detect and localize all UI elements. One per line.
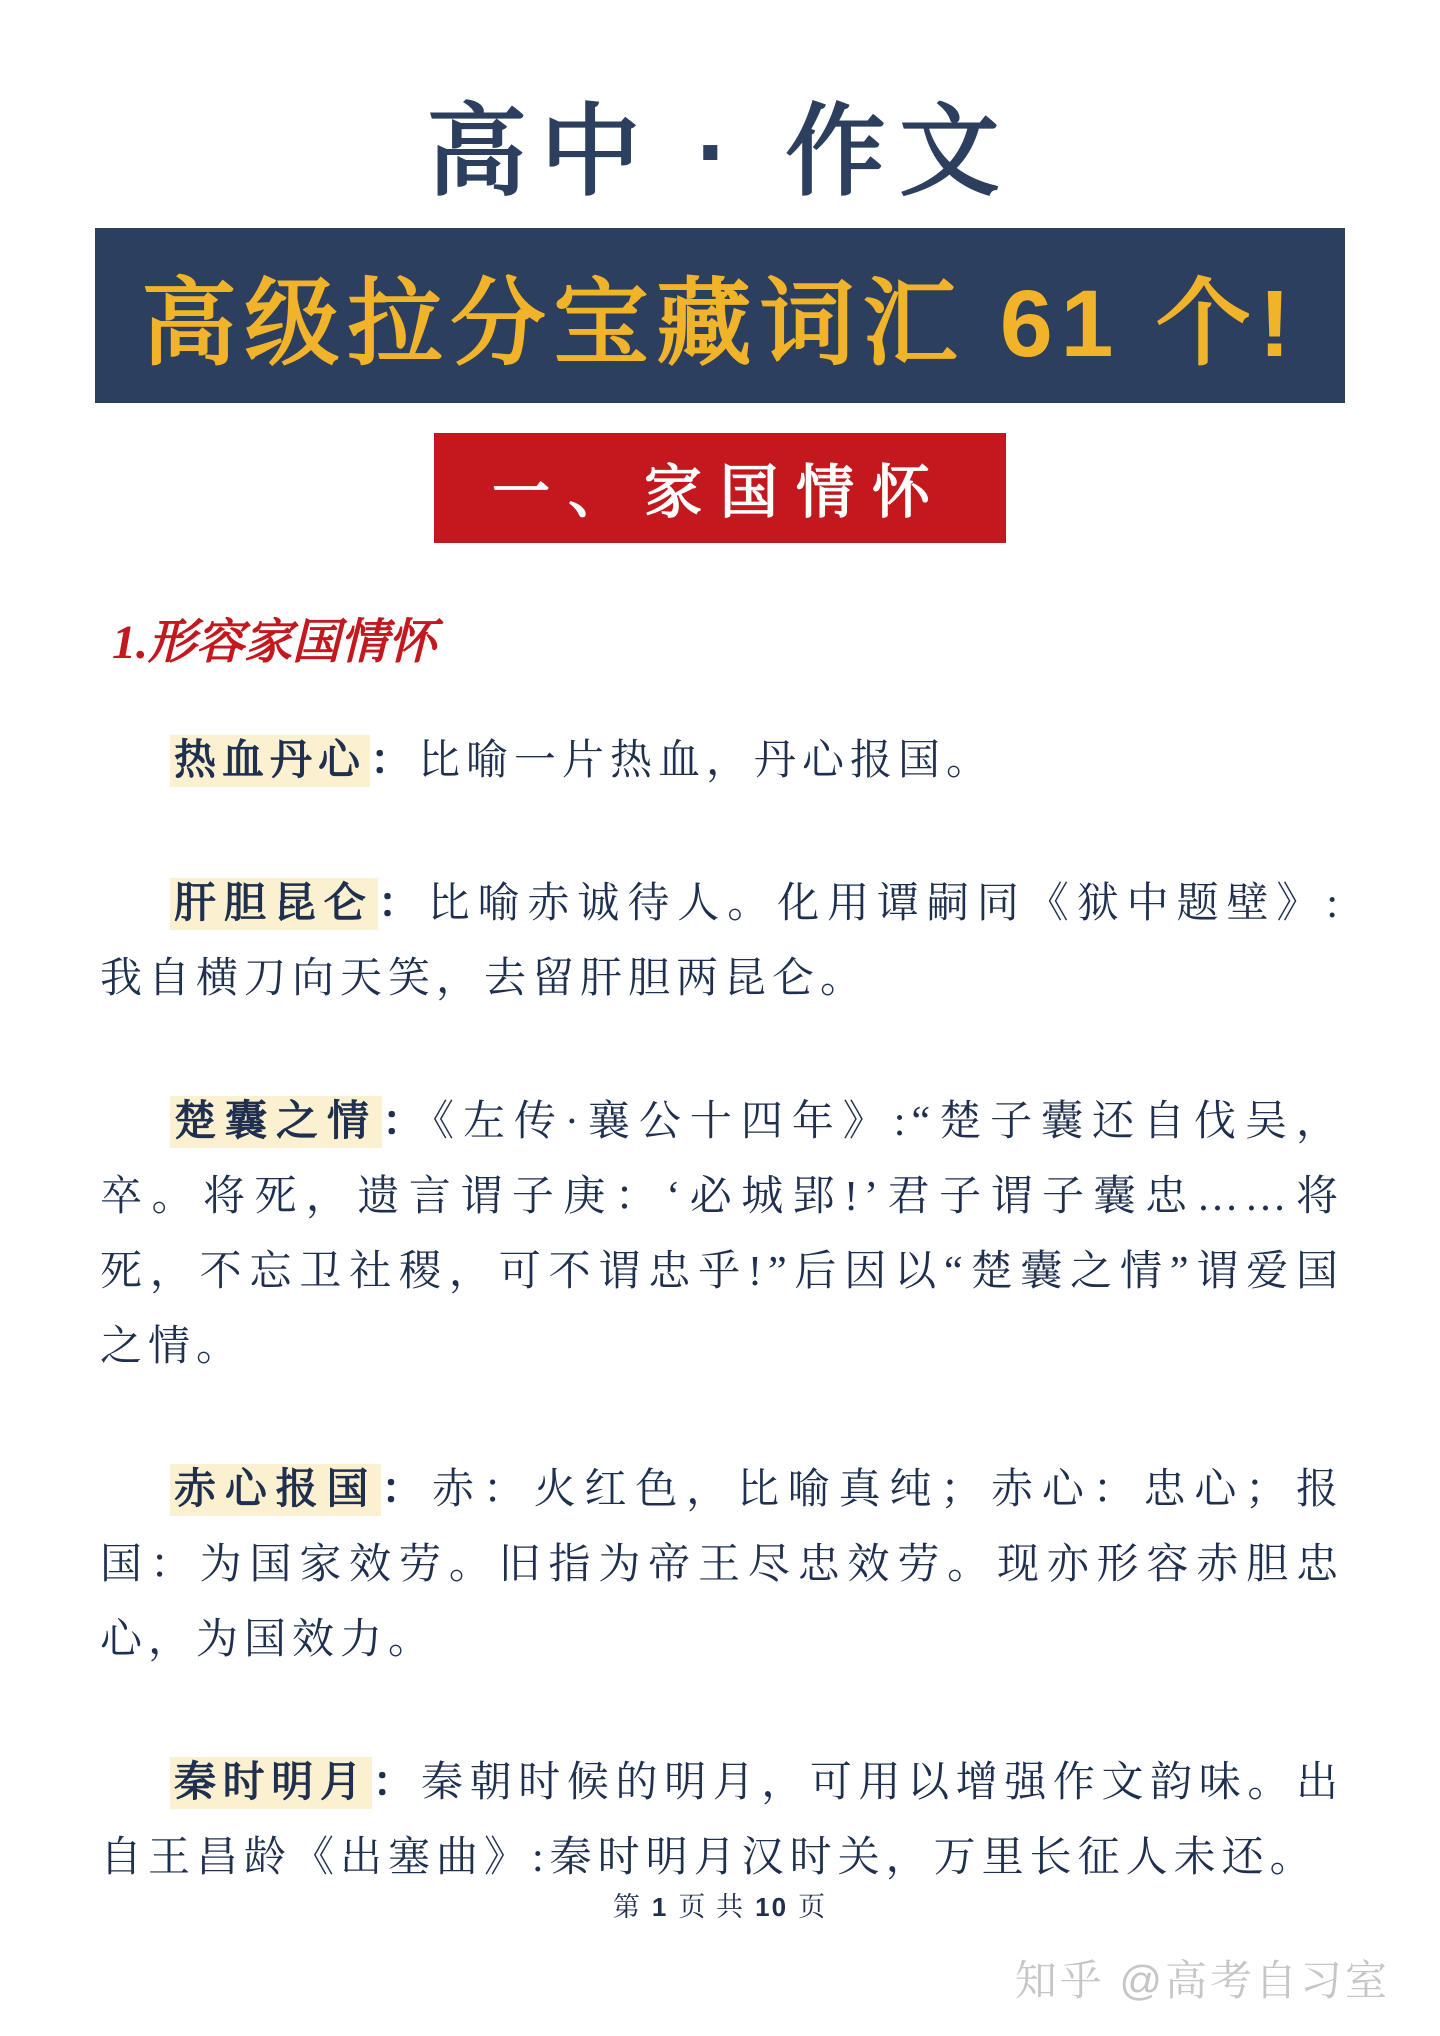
vocab-entry-3 xyxy=(100,1085,1344,1385)
vocab-definition: 比喻赤诚待人。化用谭嗣同《狱中题壁》:我自横刀向天笑，去留肝胆两昆仑。 xyxy=(100,881,1344,1002)
term-colon: ： xyxy=(372,1760,422,1806)
vocab-term-highlight: 肝胆昆仑 xyxy=(170,878,378,930)
term-colon: ： xyxy=(381,1467,433,1513)
page-title: 高中 · 作文 xyxy=(426,96,1014,208)
vocab-entry-2 xyxy=(100,867,1344,1017)
section-banner-text: 一、家国情怀 xyxy=(491,460,948,525)
vocab-entry-1 xyxy=(100,724,1344,799)
vocab-definition: 比喻一片热血，丹心报国。 xyxy=(418,738,995,784)
headline-banner-text: 高级拉分宝藏词汇 61 个! xyxy=(141,270,1299,377)
watermark: 知乎 @高考自习室 xyxy=(1014,1957,1390,2004)
section-banner xyxy=(434,433,1006,543)
vocab-term-highlight: 热血丹心 xyxy=(170,735,370,787)
page-footer xyxy=(0,1885,1440,1924)
vocab-term-highlight: 秦时明月 xyxy=(170,1757,372,1809)
footer-label: 页 xyxy=(798,1892,828,1922)
term-colon: ： xyxy=(377,881,428,927)
vocab-definition: 赤：火红色，比喻真纯；赤心：忠心；报国：为国家效劳。旧指为帝王尽忠效劳。现亦形容赤胆忠心，为国效力。 xyxy=(100,1467,1344,1663)
vocab-definition: 秦朝时候的明月，可用以增强作文韵味。出自王昌龄《出塞曲》:秦时明月汉时关，万里长征人未还。 xyxy=(100,1760,1344,1881)
vocab-entry-5 xyxy=(100,1746,1344,1896)
term-colon: ： xyxy=(370,738,419,784)
vocab-definition: 《左传·襄公十四年》:“楚子囊还自伐吴，卒。将死，遗言谓子庚：‘必城郢!’君子谓子囊忠……将死，不忘卫社稷，可不谓忠乎!”后因以“楚囊之情”谓爱国之情。 xyxy=(100,1099,1344,1370)
vocab-term-highlight: 赤心报国 xyxy=(170,1464,381,1516)
footer-label: 页 共 xyxy=(678,1892,746,1922)
section-banner-row xyxy=(0,433,1440,543)
headline-banner xyxy=(95,228,1345,403)
vocab-term-highlight: 楚囊之情 xyxy=(170,1096,382,1148)
footer-total-pages: 10 xyxy=(755,1892,789,1922)
term-colon: ： xyxy=(381,1099,433,1145)
subsection-heading: 1.形容家国情怀 xyxy=(112,616,437,669)
footer-page-number: 1 xyxy=(651,1892,669,1922)
footer-label: 第 xyxy=(612,1892,642,1922)
vocab-list xyxy=(0,724,1440,1896)
vocab-entry-4 xyxy=(100,1453,1344,1678)
